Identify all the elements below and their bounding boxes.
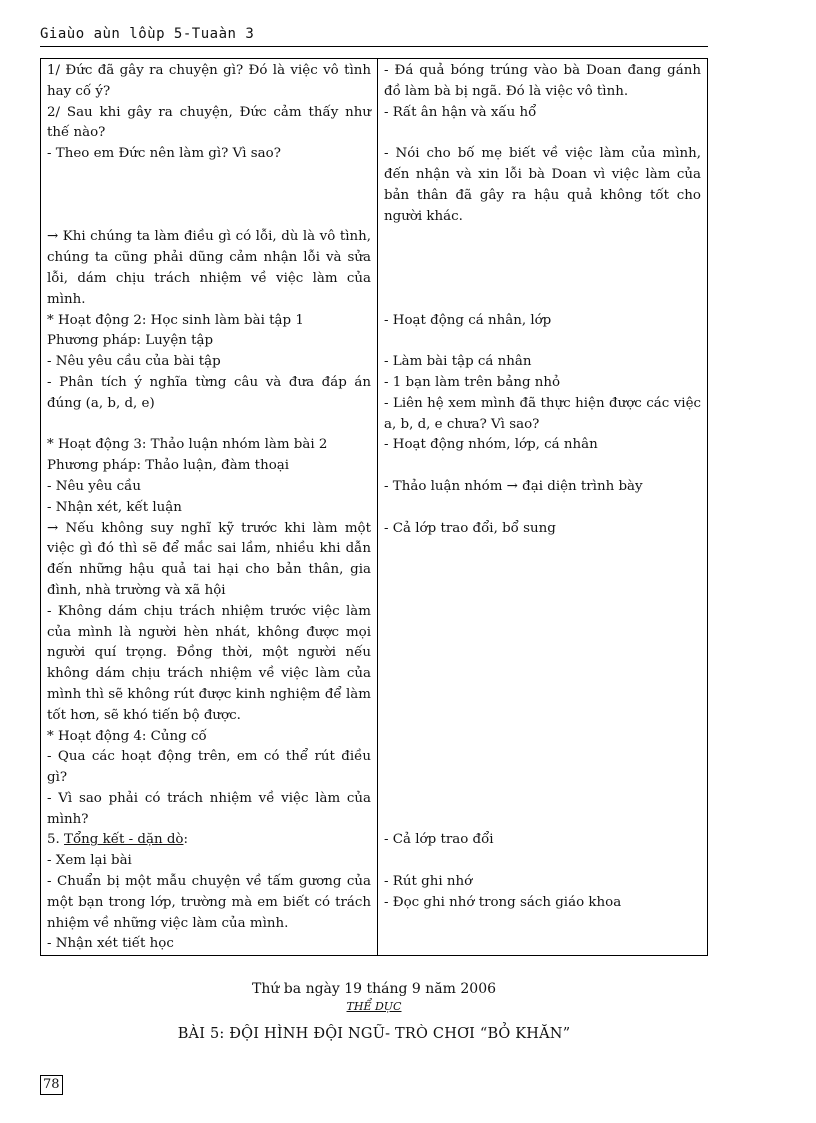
blank-line xyxy=(384,685,701,706)
left-line: - Nêu yêu cầu của bài tập xyxy=(47,354,221,370)
right-line: - Làm bài tập cá nhân xyxy=(384,354,532,370)
summary-number: 5. xyxy=(47,832,65,848)
blank-line xyxy=(384,560,701,581)
right-line: - Đọc ghi nhớ trong sách giáo khoa xyxy=(384,894,622,910)
summary-colon: : xyxy=(183,832,188,848)
summary-item: - Chuẩn bị một mẫu chuyện về tấm gương của một bạn trong lớp, trường mà em biết có trách nhiệm về những việc làm của mình. xyxy=(47,874,371,931)
blank-line xyxy=(384,581,701,602)
left-line: - Nhận xét, kết luận xyxy=(47,499,182,515)
lesson-plan-table xyxy=(40,58,708,956)
subject-title: THỂ DỤC xyxy=(346,1000,402,1013)
left-line: - Không dám chịu trách nhiệm trước việc làm của mình là người hèn nhát, không được mọi người quí trọng. Đồng thời, một người nếu không dám chịu trách nhiệm về việc làm của mình thì sẽ không rút được kinh nghiệm để làm tốt hơn, sẽ khó tiến bộ được. xyxy=(47,603,371,723)
blank-line xyxy=(384,498,701,519)
summary-item: - Xem lại bài xyxy=(47,853,132,869)
left-line: * Hoạt động 2: Học sinh làm bài tập 1 xyxy=(47,312,304,328)
right-line: - Cả lớp trao đổi, bổ sung xyxy=(384,520,556,536)
blank-line xyxy=(384,727,701,748)
right-line: - Liên hệ xem mình đã thực hiện được các việc a, b, d, e chưa? Vì sao? xyxy=(384,395,701,432)
page-header: Giaùo aùn lôùp 5-Tuaàn 3 xyxy=(40,26,255,42)
right-line: - Cả lớp trao đổi xyxy=(384,832,494,848)
left-line: - Vì sao phải có trách nhiệm về việc làm của mình? xyxy=(47,790,371,827)
left-line: - Theo em Đức nên làm gì? Vì sao? xyxy=(47,146,281,162)
left-line: → Khi chúng ta làm điều gì có lỗi, dù là vô tình, chúng ta cũng phải dũng cảm nhận lỗi và sửa lỗi, dám chịu trách nhiệm về việc làm của mình. xyxy=(47,229,371,307)
page-number: 78 xyxy=(40,1075,63,1095)
right-line: - Rút ghi nhớ xyxy=(384,874,473,890)
blank-line xyxy=(384,664,701,685)
left-line: → Nếu không suy nghĩ kỹ trước khi làm một việc gì đó thì sẽ để mắc sai lầm, nhiều khi dẫn đến những hậu quả tai hại cho bản thân, gia đình, nhà trường và xã hội xyxy=(47,520,371,598)
left-line: Phương pháp: Thảo luận, đàm thoại xyxy=(47,458,290,474)
table-row xyxy=(41,59,708,956)
blank-line xyxy=(384,539,701,560)
blank-line xyxy=(384,227,701,248)
left-line: Phương pháp: Luyện tập xyxy=(47,333,214,349)
blank-line xyxy=(384,331,701,352)
blank-line xyxy=(384,602,701,623)
student-activities-column xyxy=(378,59,708,956)
blank-line xyxy=(47,415,371,436)
left-line: - Nêu yêu cầu xyxy=(47,478,142,494)
summary-heading xyxy=(47,830,371,851)
summary-item: - Nhận xét tiết học xyxy=(47,936,174,952)
lesson-title: BÀI 5: ĐỘI HÌNH ĐỘI NGŨ- TRÒ CHƠI “BỎ KHĂN” xyxy=(177,1026,571,1042)
blank-line xyxy=(384,290,701,311)
teacher-activities-column xyxy=(41,59,378,956)
lesson-date: Thứ ba ngày 19 tháng 9 năm 2006 xyxy=(251,981,497,997)
blank-line xyxy=(384,810,701,831)
summary-title: Tổng kết - dặn dò xyxy=(64,832,184,848)
blank-line xyxy=(384,623,701,644)
right-line: - Nói cho bố mẹ biết về việc làm của mình, đến nhận và xin lỗi bà Doan vì việc làm của bản thân đã gây ra hậu quả không tốt cho người khác. xyxy=(384,146,701,224)
blank-line xyxy=(47,186,371,207)
right-line: - Hoạt động nhóm, lớp, cá nhân xyxy=(384,437,598,453)
blank-line xyxy=(384,456,701,477)
left-line: 2/ Sau khi gây ra chuyện, Đức cảm thấy như thế nào? xyxy=(47,104,371,141)
blank-line xyxy=(384,789,701,810)
right-line: - Hoạt động cá nhân, lớp xyxy=(384,312,552,328)
blank-line xyxy=(384,768,701,789)
left-line: 1/ Đức đã gây ra chuyện gì? Đó là việc vô tình hay cố ý? xyxy=(47,63,371,99)
blank-line xyxy=(384,747,701,768)
blank-line xyxy=(384,123,701,144)
left-line: * Hoạt động 3: Thảo luận nhóm làm bài 2 xyxy=(47,437,328,453)
blank-line xyxy=(384,706,701,727)
blank-line xyxy=(47,207,371,228)
left-line: * Hoạt động 4: Củng cố xyxy=(47,728,207,744)
left-line: - Phân tích ý nghĩa từng câu và đưa đáp án đúng (a, b, d, e) xyxy=(47,374,371,411)
right-line: - Thảo luận nhóm → đại diện trình bày xyxy=(384,478,643,494)
blank-line xyxy=(384,643,701,664)
right-line: - Rất ân hận và xấu hổ xyxy=(384,104,537,120)
blank-line xyxy=(384,269,701,290)
blank-line xyxy=(384,248,701,269)
right-line: - 1 bạn làm trên bảng nhỏ xyxy=(384,374,561,390)
blank-line xyxy=(47,165,371,186)
header-rule xyxy=(40,46,708,47)
blank-line xyxy=(384,851,701,872)
right-line: - Đá quả bóng trúng vào bà Doan đang gánh đồ làm bà bị ngã. Đó là việc vô tình. xyxy=(384,63,701,99)
left-line: - Qua các hoạt động trên, em có thể rút điều gì? xyxy=(47,749,371,786)
